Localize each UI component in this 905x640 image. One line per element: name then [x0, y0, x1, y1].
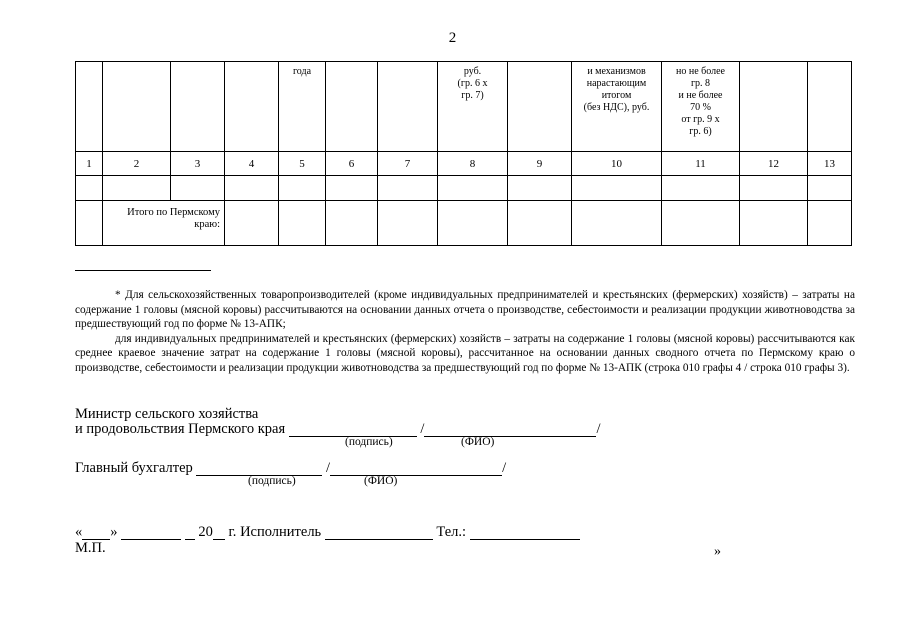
- table-cell: [572, 201, 662, 246]
- header-cell: года: [279, 62, 326, 152]
- table-cell: [808, 201, 852, 246]
- signature-blank: [289, 422, 417, 437]
- table-cell: [378, 176, 438, 201]
- table-cell: [808, 176, 852, 201]
- slash: /: [326, 460, 331, 476]
- name-caption: (ФИО): [461, 436, 495, 448]
- table-cell: [76, 201, 103, 246]
- report-table: [75, 61, 852, 246]
- header-cell: [508, 62, 572, 152]
- slash: /: [420, 421, 425, 437]
- header-cell: [378, 62, 438, 152]
- table-cell: [279, 201, 326, 246]
- column-number: 6: [326, 152, 378, 176]
- header-cell: [808, 62, 852, 152]
- table-cell: [740, 201, 808, 246]
- table-cell: [279, 176, 326, 201]
- column-number: 3: [171, 152, 225, 176]
- stamp-label: М.П.: [75, 540, 106, 556]
- signature-caption: (подпись): [248, 475, 296, 487]
- column-number: 13: [808, 152, 852, 176]
- executor-blank: [325, 525, 433, 540]
- phone-label: Тел.:: [436, 524, 467, 540]
- header-cell: но не более гр. 8 и не более 70 % от гр. 9 х гр. 6): [662, 62, 740, 152]
- phone-blank: [470, 525, 580, 540]
- closing-quote: »: [714, 544, 721, 559]
- table-cell: [508, 201, 572, 246]
- signature-caption: (подпись): [345, 436, 393, 448]
- table-cell: [326, 201, 378, 246]
- column-number: 4: [225, 152, 279, 176]
- table-cell: [438, 176, 508, 201]
- column-number: 2: [103, 152, 171, 176]
- year-prefix: 20: [198, 524, 213, 540]
- accountant-label: Главный бухгалтер: [75, 460, 193, 476]
- page-number: 2: [448, 30, 457, 46]
- table-cell: [378, 201, 438, 246]
- column-number: 11: [662, 152, 740, 176]
- column-number-row: [76, 152, 852, 176]
- column-number: 1: [76, 152, 103, 176]
- header-cell: [740, 62, 808, 152]
- date-close-quote: »: [110, 524, 118, 540]
- table-cell: [225, 201, 279, 246]
- header-cell: руб. (гр. 6 х гр. 7): [438, 62, 508, 152]
- name-blank: [424, 422, 596, 437]
- table-cell: [438, 201, 508, 246]
- month-blank-2: [185, 525, 195, 540]
- name-caption: (ФИО): [364, 475, 398, 487]
- total-label: Итого по Пермскому краю:: [103, 201, 225, 246]
- table-cell: [326, 176, 378, 201]
- footnote-paragraph: * Для сельскохозяйственных товаропроизводителей (кроме индивидуальных предпринимателей и крестьянских (фермерских) хозяйств) – затраты на содержание 1 головы (мясной коровы) рассчитываются на основании данных отчета о производстве, себестоимости и реализации продукции животноводства за предшествующий год по форме № 13-АПК;: [75, 289, 855, 330]
- name-blank: [330, 461, 502, 476]
- table-cell: [76, 176, 103, 201]
- day-blank: [82, 525, 110, 540]
- table-row: [76, 176, 852, 201]
- header-cell: [171, 62, 225, 152]
- minister-title-line2: и продовольствия Пермского края: [75, 421, 286, 437]
- column-number: 5: [279, 152, 326, 176]
- footnote: [75, 288, 855, 375]
- footnote-separator: [75, 270, 211, 271]
- table-cell: [508, 176, 572, 201]
- table-cell: [225, 176, 279, 201]
- slash: /: [596, 421, 601, 437]
- header-cell: [76, 62, 103, 152]
- date-open-quote: «: [75, 524, 83, 540]
- table-cell: [740, 176, 808, 201]
- total-row: [76, 201, 852, 246]
- minister-signature-line: [75, 422, 600, 437]
- column-number: 10: [572, 152, 662, 176]
- table-header-row: [76, 62, 852, 152]
- table-cell: [662, 201, 740, 246]
- column-number: 12: [740, 152, 808, 176]
- column-number: 8: [438, 152, 508, 176]
- executor-label: Исполнитель: [240, 524, 322, 540]
- column-number: 7: [378, 152, 438, 176]
- month-blank: [121, 525, 181, 540]
- table-cell: [103, 176, 171, 201]
- footnote-paragraph: для индивидуальных предпринимателей и крестьянских (фермерских) хозяйств – затраты на содержание 1 головы (мясной коровы) рассчитываются как среднее краевое значение затрат на содержание 1 головы (мясной коровы), рассчитанное на основании данных сводного отчета по Пермскому краю о производстве, себестоимости и реализации продукции животноводства за предшествующий год по форме № 13-АПК (строка 010 графы 4 / строка 010 графы 3).: [75, 332, 855, 374]
- slash: /: [502, 460, 507, 476]
- table-cell: [171, 176, 225, 201]
- header-cell: и механизмов нарастающим итогом (без НДС), руб.: [572, 62, 662, 152]
- table-cell: [572, 176, 662, 201]
- date-executor-line: [75, 525, 580, 540]
- year-blank: [213, 525, 225, 540]
- header-cell: [103, 62, 171, 152]
- header-cell: [225, 62, 279, 152]
- header-cell: [326, 62, 378, 152]
- year-suffix: г.: [228, 524, 237, 540]
- minister-title-line1: Министр сельского хозяйства: [75, 406, 259, 422]
- signature-blank: [196, 461, 322, 476]
- accountant-signature-line: [75, 461, 506, 476]
- table-cell: [662, 176, 740, 201]
- column-number: 9: [508, 152, 572, 176]
